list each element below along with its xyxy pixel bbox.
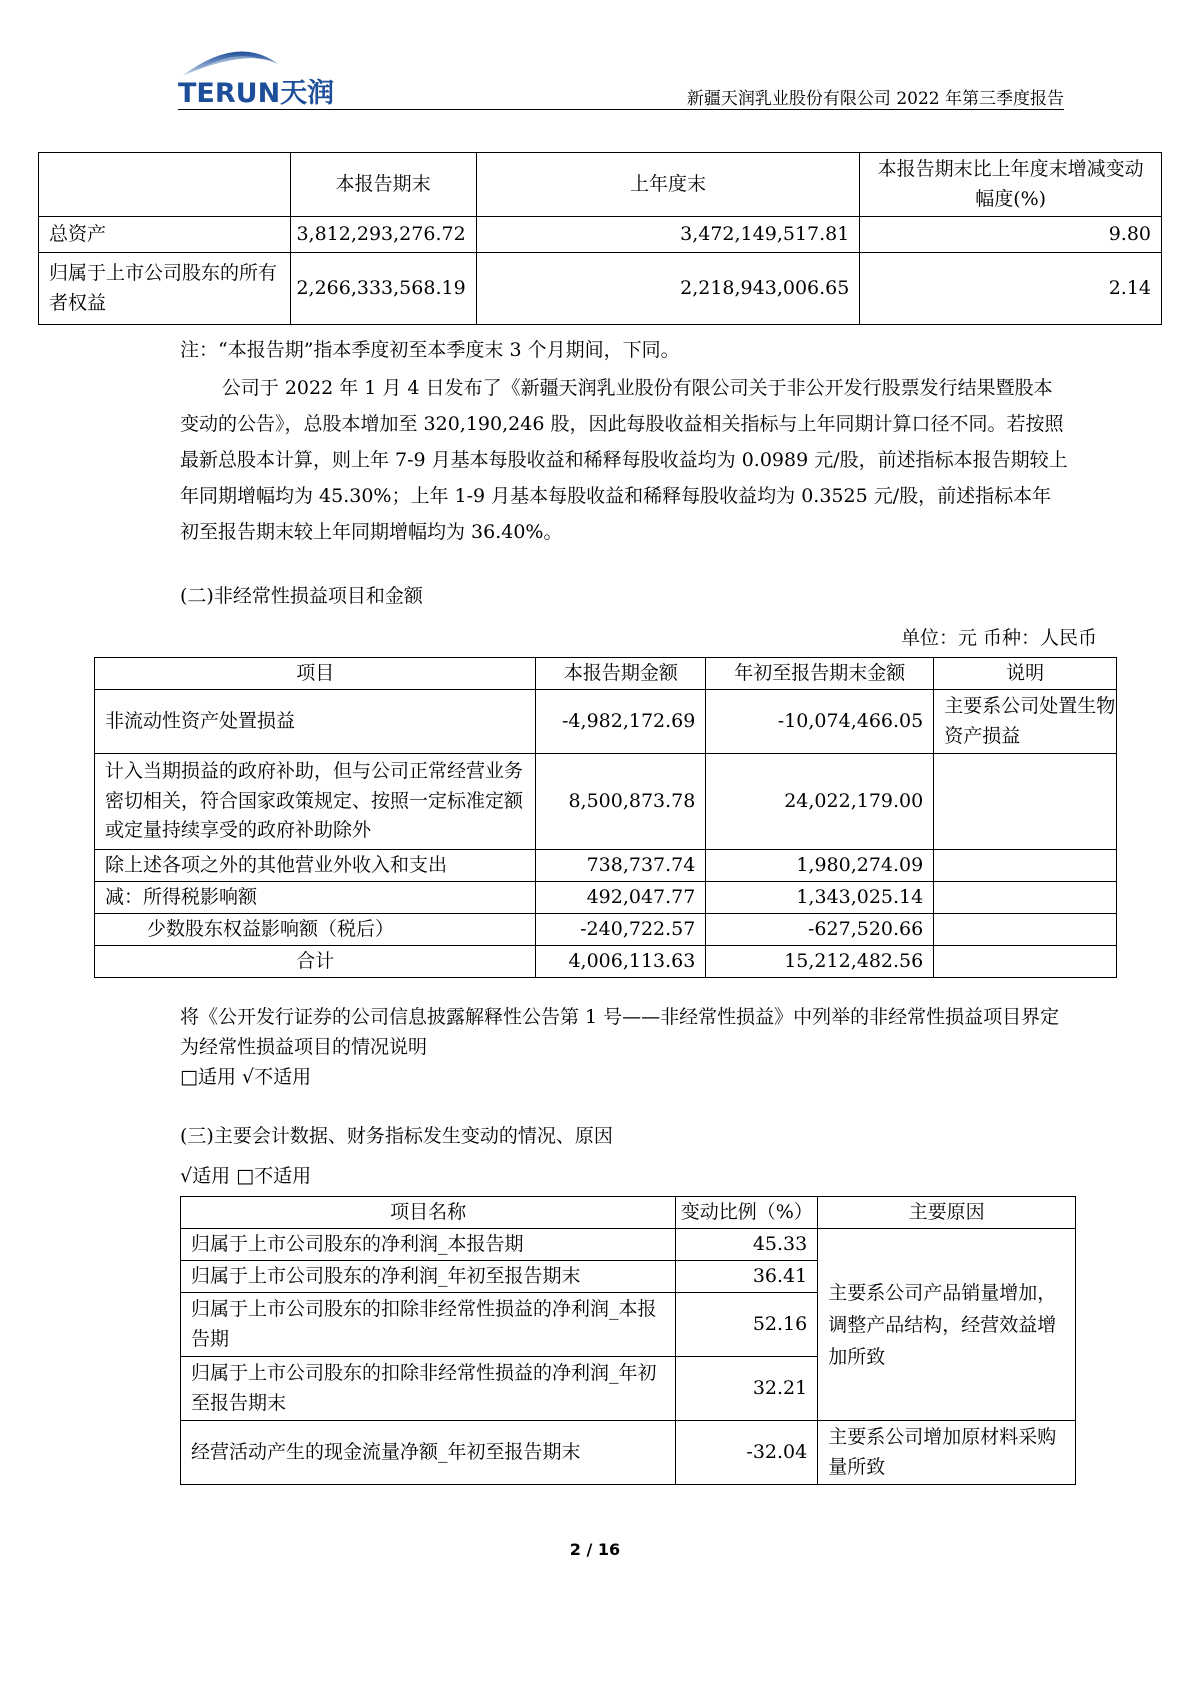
value-cell: 9.80: [860, 217, 1162, 253]
table-row: [181, 1229, 1076, 1261]
table-row: [95, 882, 1117, 914]
table-header-row: [95, 658, 1117, 690]
row-label: 合计: [95, 946, 536, 978]
header-divider: [178, 109, 1064, 110]
reason-cell: 主要系公司产品销量增加，调整产品结构，经营效益增加所致: [818, 1229, 1076, 1421]
table-header-cell: 项目名称: [181, 1197, 676, 1229]
balance-summary-table: [38, 152, 1162, 325]
note-cell: [934, 754, 1117, 850]
table-total-row: [95, 946, 1117, 978]
row-label: 归属于上市公司股东的净利润_年初至报告期末: [181, 1261, 676, 1293]
table-header-cell: 本报告期末: [290, 153, 476, 217]
table-row: [39, 217, 1162, 253]
table-header-cell: 说明: [934, 658, 1117, 690]
note-cell: 主要系公司处置生物资产损益: [934, 690, 1117, 754]
value-cell: -4,982,172.69: [536, 690, 706, 754]
value-cell: 492,047.77: [536, 882, 706, 914]
note-cell: [934, 914, 1117, 946]
value-cell: 2,266,333,568.19: [290, 253, 476, 325]
row-label: 归属于上市公司股东的扣除非经常性损益的净利润_本报告期: [181, 1293, 676, 1357]
value-cell: 3,472,149,517.81: [476, 217, 860, 253]
value-cell: -32.04: [676, 1421, 818, 1485]
section-title: (三)主要会计数据、财务指标发生变动的情况、原因: [180, 1125, 613, 1147]
table-header-row: [181, 1197, 1076, 1229]
company-logo: [178, 40, 358, 112]
table-header-cell: 年初至报告期末金额: [706, 658, 934, 690]
table-header-cell: 上年度末: [476, 153, 860, 217]
note-text: 注：“本报告期”指本季度初至本季度末 3 个月期间，下同。: [180, 339, 680, 361]
value-cell: -627,520.66: [706, 914, 934, 946]
row-label: 除上述各项之外的其他营业外收入和支出: [95, 850, 536, 882]
row-label: 总资产: [39, 217, 291, 253]
table-row: [95, 754, 1117, 850]
table-header-cell: 变动比例（%）: [676, 1197, 818, 1229]
terun-logo-icon: [178, 40, 358, 112]
value-cell: 36.41: [676, 1261, 818, 1293]
value-cell: -10,074,466.05: [706, 690, 934, 754]
row-label: 计入当期损益的政府补助，但与公司正常经营业务密切相关，符合国家政策规定、按照一定标准定额或定量持续享受的政府补助除外: [95, 754, 536, 850]
page-number: 2 / 16: [569, 1540, 621, 1559]
table-header-cell: 本报告期金额: [536, 658, 706, 690]
table-row: [95, 850, 1117, 882]
row-label: 经营活动产生的现金流量净额_年初至报告期末: [181, 1421, 676, 1485]
table-header-cell: 主要原因: [818, 1197, 1076, 1229]
table-row: [181, 1421, 1076, 1485]
table-header-row: [39, 153, 1162, 217]
note-cell: [934, 850, 1117, 882]
value-cell: 8,500,873.78: [536, 754, 706, 850]
value-cell: 52.16: [676, 1293, 818, 1357]
row-label: 非流动性资产处置损益: [95, 690, 536, 754]
table-header-cell: 本报告期末比上年度末增减变动幅度(%): [860, 153, 1162, 217]
unit-label: 单位：元 币种：人民币: [900, 627, 1097, 649]
row-label: 减：所得税影响额: [95, 882, 536, 914]
table-row: [95, 914, 1117, 946]
explain-text: 将《公开发行证券的公司信息披露解释性公告第 1 号——非经常性损益》中列举的非经常性损益项目界定为经常性损益项目的情况说明: [180, 1006, 1060, 1058]
row-label: 少数股东权益影响额（税后）: [95, 914, 536, 946]
section-title: (二)非经常性损益项目和金额: [180, 585, 423, 607]
note-cell: [934, 882, 1117, 914]
value-cell: 1,343,025.14: [706, 882, 934, 914]
non-recurring-gains-table: [94, 657, 1117, 978]
value-cell: 15,212,482.56: [706, 946, 934, 978]
reason-cell: 主要系公司增加原材料采购量所致: [818, 1421, 1076, 1485]
value-cell: 24,022,179.00: [706, 754, 934, 850]
table-header-cell: 项目: [95, 658, 536, 690]
note-cell: [934, 946, 1117, 978]
value-cell: 738,737.74: [536, 850, 706, 882]
applicable-flag: □适用 √不适用: [180, 1066, 312, 1088]
key-metrics-change-table: [180, 1196, 1076, 1485]
table-header-cell: [39, 153, 291, 217]
note-paragraph: 公司于 2022 年 1 月 4 日发布了《新疆天润乳业股份有限公司关于非公开发行股票发行结果暨股本变动的公告》，总股本增加至 320,190,246 股，因此每股收益相关指标与上年同期计算口径不同。若按照最新总股本计算，则上年 7-9 月基本每股收益和稀释每股收益均为 0.0989 元/股，前述指标本报告期较上年同期增幅均为 45.30%；上年 1-9 月基本每股收益和稀释每股收益均为 0.3525 元/股，前述指标本年初至报告期末较上年同期增幅均为 36.40%。: [180, 377, 1068, 543]
value-cell: 32.21: [676, 1357, 818, 1421]
report-title: 新疆天润乳业股份有限公司 2022 年第三季度报告: [686, 89, 1064, 109]
value-cell: -240,722.57: [536, 914, 706, 946]
row-label: 归属于上市公司股东的所有者权益: [39, 253, 291, 325]
value-cell: 2,218,943,006.65: [476, 253, 860, 325]
row-label: 归属于上市公司股东的扣除非经常性损益的净利润_年初至报告期末: [181, 1357, 676, 1421]
value-cell: 45.33: [676, 1229, 818, 1261]
value-cell: 1,980,274.09: [706, 850, 934, 882]
value-cell: 3,812,293,276.72: [290, 217, 476, 253]
value-cell: 2.14: [860, 253, 1162, 325]
logo-text: TERUN天润: [178, 78, 335, 109]
table-row: [95, 690, 1117, 754]
table-row: [39, 253, 1162, 325]
row-label: 归属于上市公司股东的净利润_本报告期: [181, 1229, 676, 1261]
value-cell: 4,006,113.63: [536, 946, 706, 978]
applicable-flag: √适用 □不适用: [180, 1165, 312, 1187]
